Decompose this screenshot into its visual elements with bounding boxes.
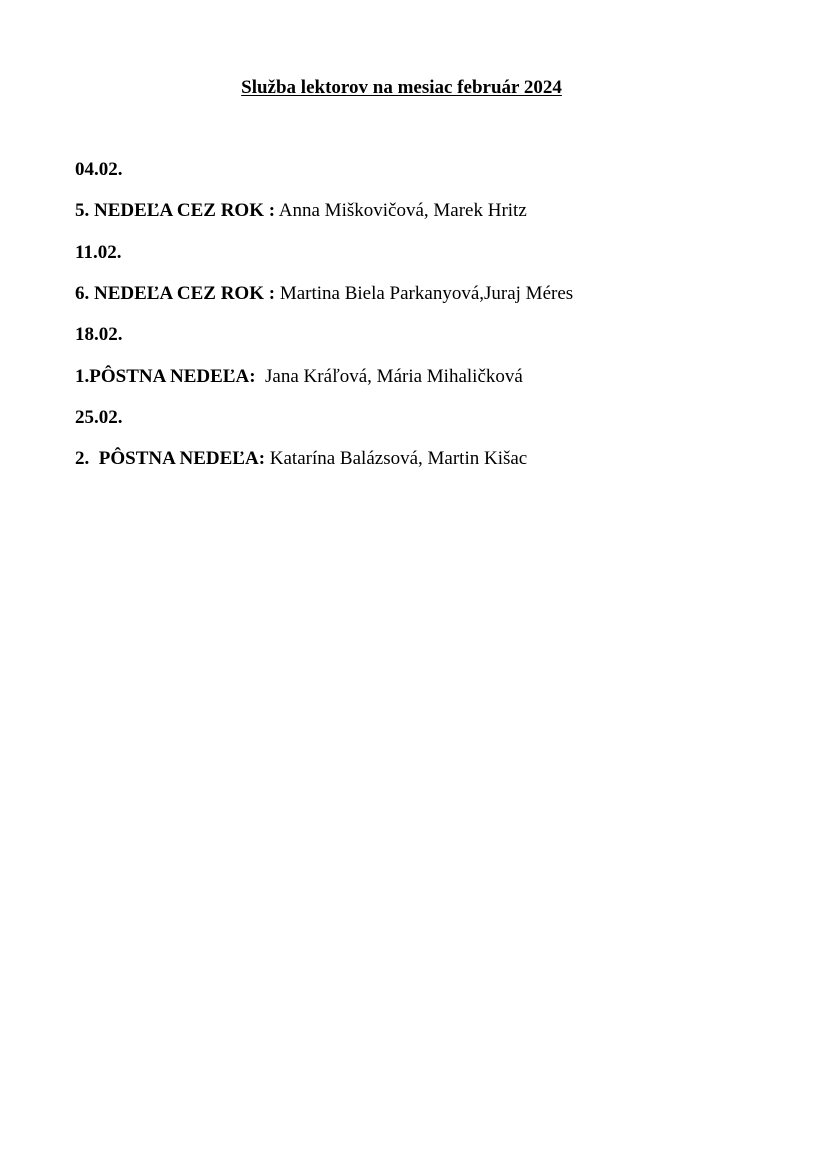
service-entry — [75, 448, 527, 470]
service-entry — [75, 283, 573, 305]
liturgical-occasion: 1.PÔSTNA NEDEĽA: — [75, 366, 256, 387]
liturgical-occasion: 5. NEDEĽA CEZ ROK : — [75, 200, 276, 221]
service-date: 25.02. — [75, 407, 123, 428]
reader-names: Katarína Balázsová, Martin Kišac — [265, 448, 528, 469]
service-entry — [75, 200, 527, 222]
service-date: 18.02. — [75, 324, 123, 345]
reader-names: Anna Miškovičová, Marek Hritz — [275, 200, 527, 221]
reader-names: Jana Kráľová, Mária Mihaličková — [255, 366, 523, 387]
reader-names: Martina Biela Parkanyová,Juraj Méres — [275, 283, 574, 304]
service-date: 11.02. — [75, 242, 122, 263]
document-title: Služba lektorov na mesiac február 2024 — [241, 77, 562, 98]
liturgical-occasion: 6. NEDEĽA CEZ ROK : — [75, 283, 276, 304]
liturgical-occasion: 2. PÔSTNA NEDEĽA: — [75, 448, 266, 469]
service-date: 04.02. — [75, 159, 123, 180]
service-entry — [75, 366, 523, 388]
